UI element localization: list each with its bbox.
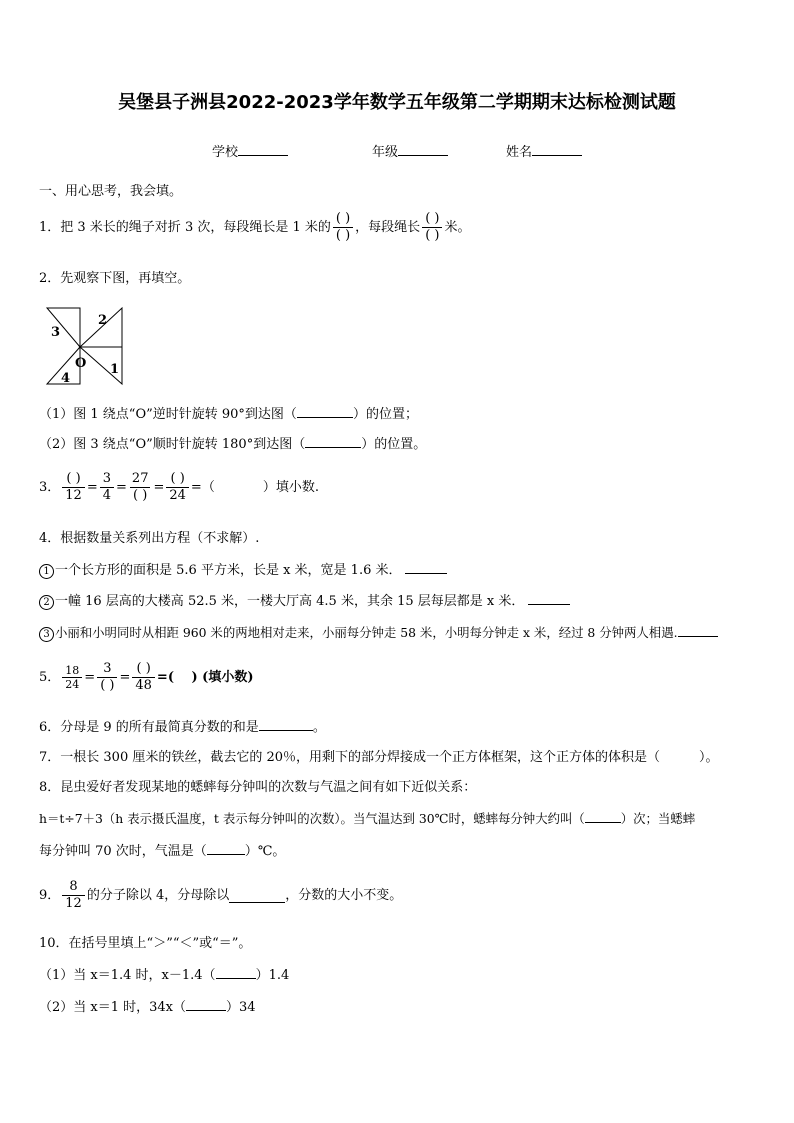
q8-text: 8．昆虫爱好者发现某地的蟋蟀每分钟叫的次数与气温之间有如下近似关系： xyxy=(39,780,477,795)
figure-label-4: 4 xyxy=(61,371,71,386)
q3-fraction-1[interactable]: ( ) 12 xyxy=(62,471,85,504)
q9-fraction: 8 12 xyxy=(62,879,85,912)
q8-line-2: h＝t÷7＋3（h 表示摄氏温度，t 表示每分钟叫的次数）。当气温达到 30℃时，蟋蟀每分钟大约叫（ ）次；当蟋蟀 xyxy=(39,811,696,826)
q2-sub-1: （1）图 1 绕点“O”逆时针旋转 90°到达图（ ）的位置； xyxy=(39,407,418,422)
q5-fraction-2[interactable]: 3 ( ) xyxy=(97,661,117,694)
q3-fraction-3[interactable]: 27 ( ) xyxy=(131,471,149,503)
school-label: 学校 xyxy=(212,145,239,160)
q4-item1-blank[interactable] xyxy=(405,573,447,574)
q4-item-1: 1 一个长方形的面积是 5.6 平方米，长是 x 米，宽是 1.6 米． xyxy=(39,562,447,580)
q9-blank[interactable] xyxy=(229,888,285,903)
q8-blank-1[interactable] xyxy=(585,822,621,823)
q3-fraction-2: $\frac{3}{4}$ xyxy=(100,471,114,504)
figure-label-3: 3 xyxy=(51,325,61,340)
rotation-figure xyxy=(44,305,128,387)
q4-item-3: 3 小丽和小明同时从相距 960 米的两地相对走来，小丽每分钟走 58 米，小明每分钟走 x 米，经过 8 分钟两人相遇. xyxy=(39,624,718,642)
q4-item2-blank[interactable] xyxy=(528,604,570,605)
q8-line-3: 每分钟叫 70 次时，气温是（ ）℃。 xyxy=(39,844,286,859)
q3-fraction-4[interactable]: ( ) 24 xyxy=(166,471,189,504)
q4-text: 4．根据数量关系列出方程（不求解）. xyxy=(39,531,260,546)
q5-fraction-1: $\frac{18}{24}$ xyxy=(62,664,82,691)
q4-item3-blank[interactable] xyxy=(678,636,718,637)
q1-fraction-1[interactable]: ( ) ( ) xyxy=(333,211,353,244)
figure-center-o: O xyxy=(75,356,87,371)
q1-text-b: ，每段绳长 xyxy=(355,219,421,235)
q10-sub-1: （1）当 x＝1.4 时，x－1.4（ ）1.4 xyxy=(39,968,290,983)
grade-field[interactable] xyxy=(372,141,448,160)
name-label: 姓名 xyxy=(506,145,533,160)
q2-sub-2: （2）图 3 绕点“O”顺时针旋转 180°到达图（ ）的位置。 xyxy=(39,437,427,452)
school-field[interactable] xyxy=(212,141,288,160)
question-5: 5． $\frac{18}{24}$ = 3 ( ) = ( ) 48 =( ) (填小数) xyxy=(39,661,254,693)
q2-text: 2．先观察下图，再填空。 xyxy=(39,271,191,286)
question-9: 9． 8 12 的分子除以 4，分母除以 ，分数的大小不变。 xyxy=(39,879,403,911)
q2-sub1-blank[interactable] xyxy=(297,417,353,418)
q1-text-c: 米。 xyxy=(444,219,471,235)
q10-sub1-blank[interactable] xyxy=(216,978,256,979)
figure-label-1: 1 xyxy=(110,362,120,377)
q5-fraction-3[interactable]: ( ) 48 xyxy=(132,661,155,694)
grade-blank[interactable] xyxy=(398,143,448,156)
question-6: 6．分母是 9 的所有最简真分数的和是 。 xyxy=(39,720,326,735)
q10-sub2-blank[interactable] xyxy=(186,1010,226,1011)
school-blank[interactable] xyxy=(238,143,288,156)
page-title: 吴堡县子洲县2022-2023学年数学五年级第二学期期末达标检测试题 xyxy=(118,92,676,113)
name-field[interactable] xyxy=(506,141,582,160)
q6-blank[interactable] xyxy=(259,730,313,731)
question-3: 3． ( ) 12 = $\frac{3}{4}$ = 27 ( ) = ( ) 24 =（ ）填小数. xyxy=(39,471,319,503)
q1-text-a: 1．把 3 米长的绳子对折 3 次，每段绳长是 1 米的 xyxy=(39,219,331,235)
q10-sub-2: （2）当 x＝1 时，34x（ ）34 xyxy=(39,1000,256,1015)
q2-sub2-blank[interactable] xyxy=(305,447,361,448)
section-heading: 一、用心思考，我会填。 xyxy=(39,184,183,199)
q5-tail[interactable]: =( ) (填小数) xyxy=(156,669,254,685)
figure-label-2: 2 xyxy=(98,313,108,328)
q10-text: 10．在括号里填上“＞”“＜”或“＝”。 xyxy=(39,936,252,951)
q4-item-2: 2 一幢 16 层高的大楼高 52.5 米，一楼大厅高 4.5 米，其余 15 层每层都是 x 米． xyxy=(39,593,570,611)
name-blank[interactable] xyxy=(532,143,582,156)
question-1 xyxy=(39,211,470,244)
question-7[interactable]: 7．一根长 300 厘米的铁丝，截去它的 20％，用剩下的部分焊接成一个正方体框架，这个正方体的体积是（ ）。 xyxy=(39,750,719,765)
grade-label: 年级 xyxy=(372,145,399,160)
q1-fraction-2[interactable]: ( ) ( ) xyxy=(422,211,442,244)
q8-blank-2[interactable] xyxy=(207,854,245,855)
